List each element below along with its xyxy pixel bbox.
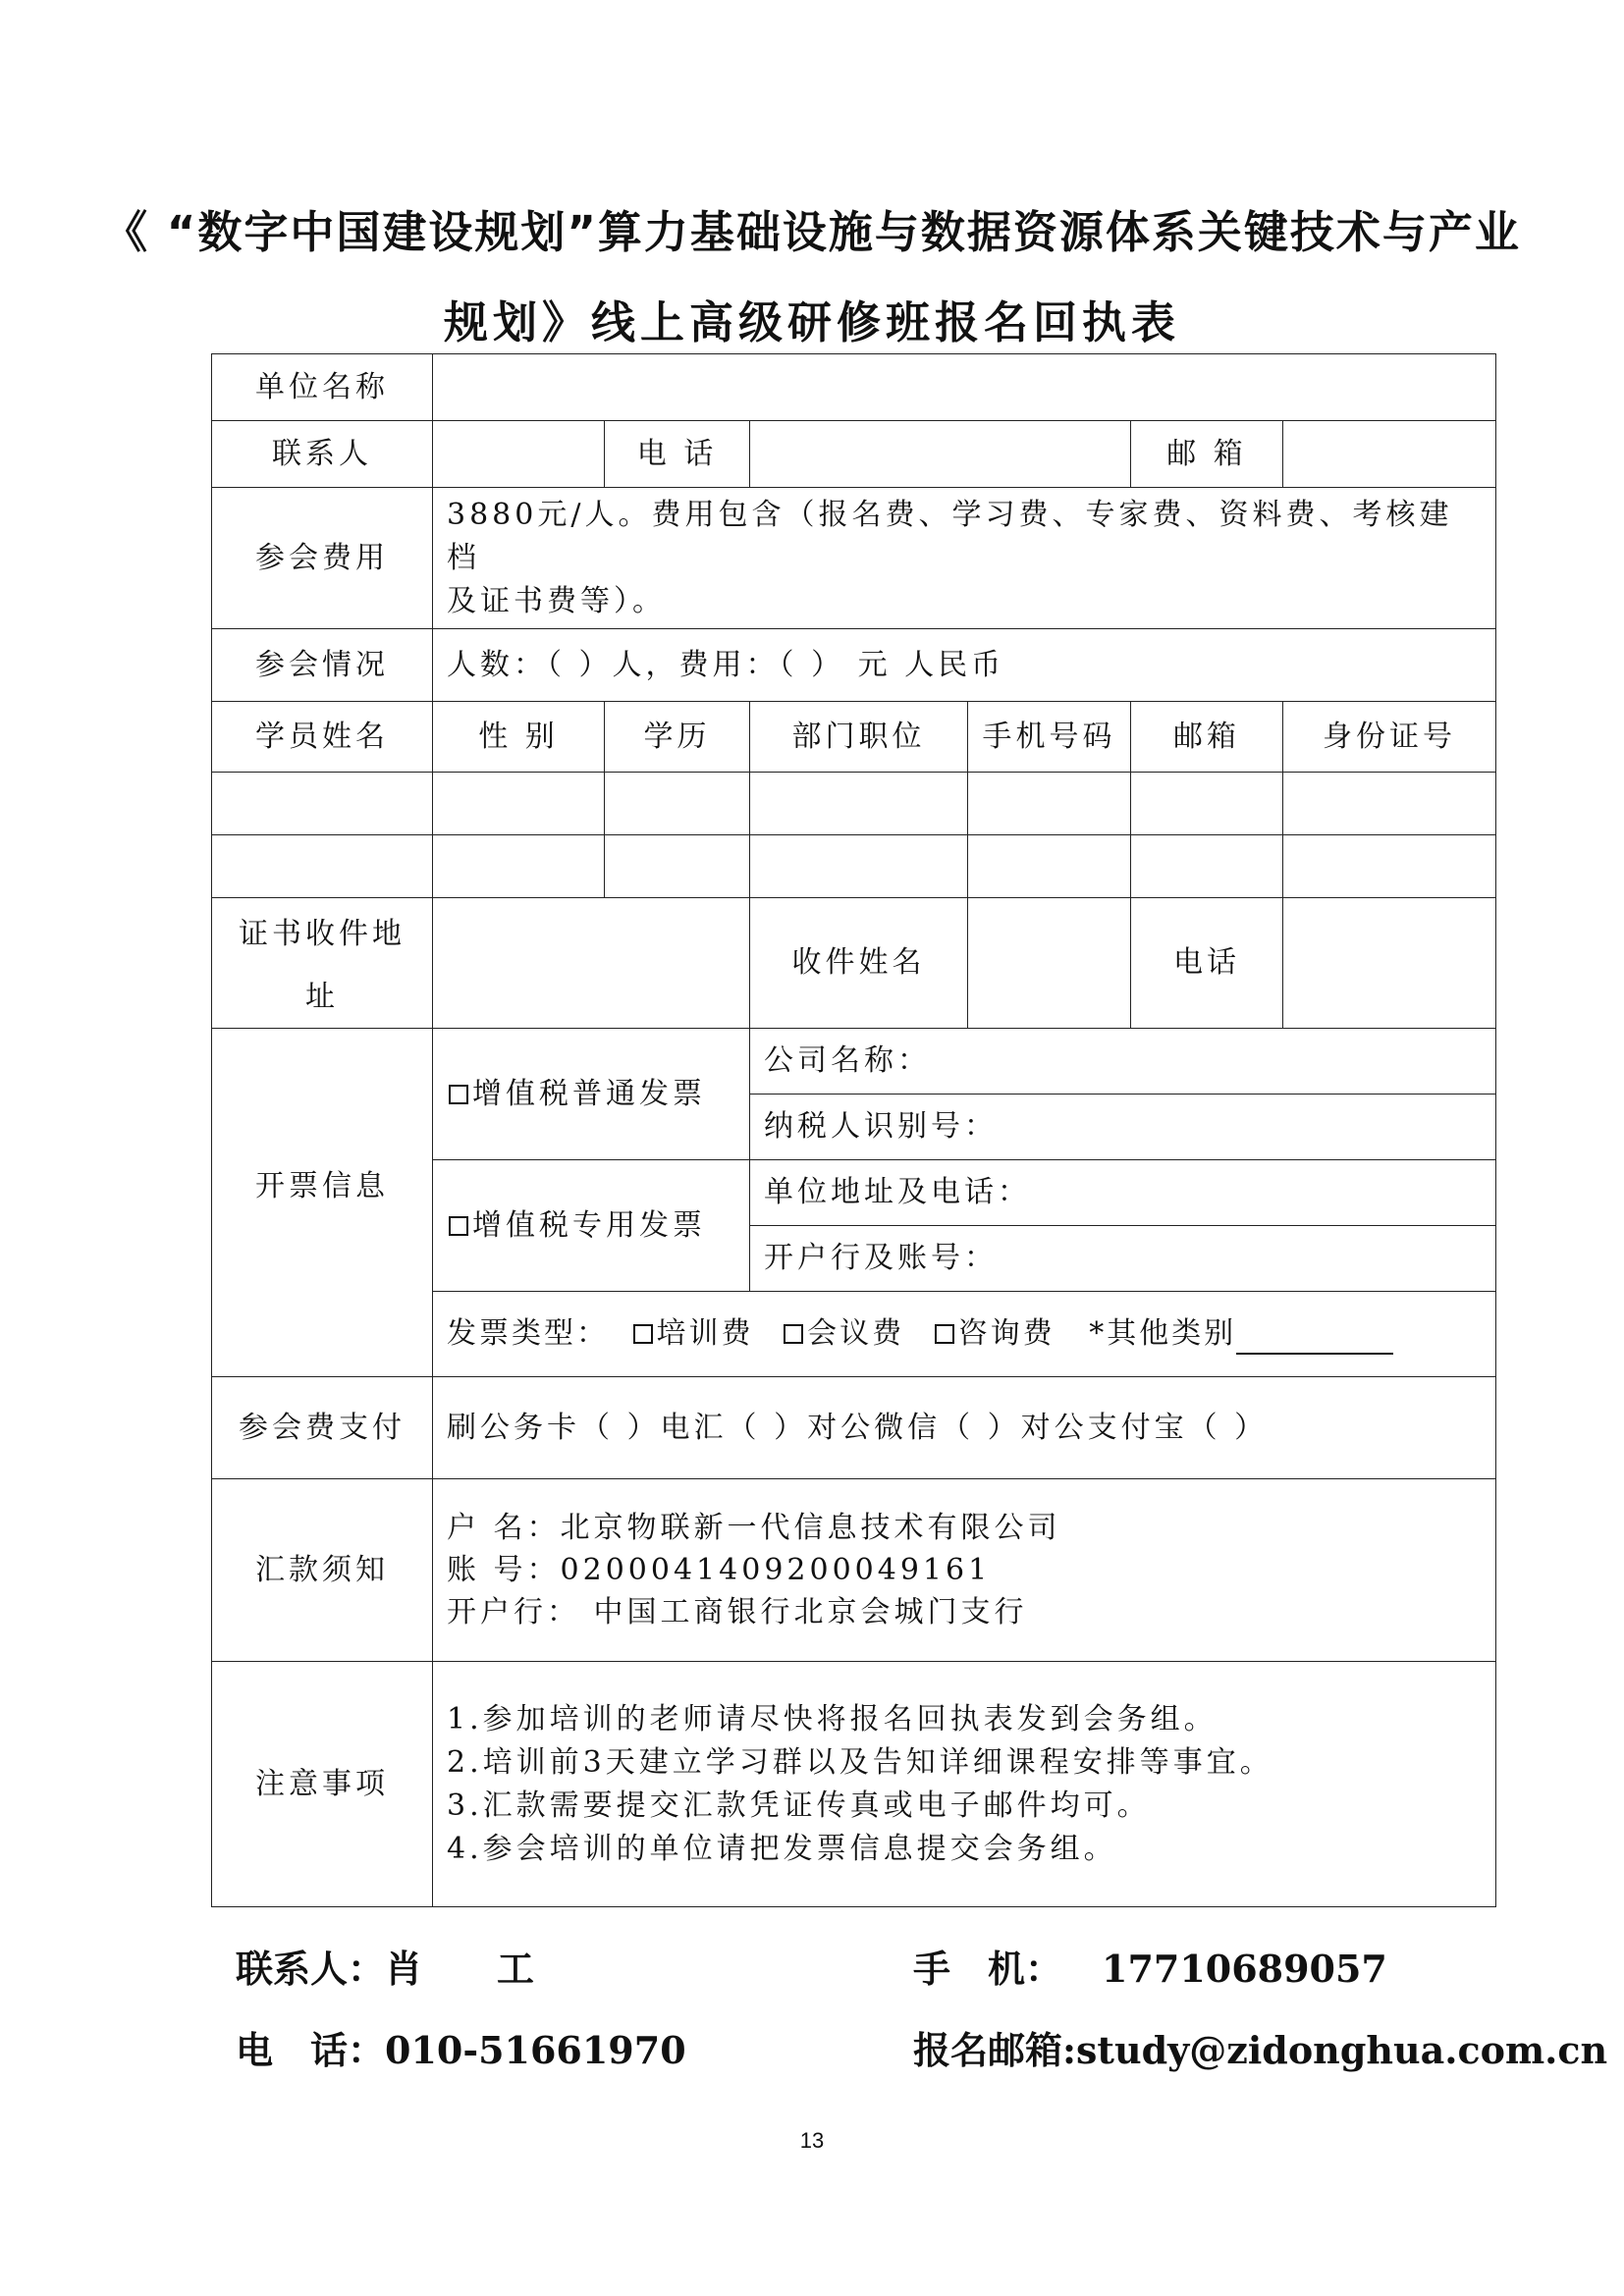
attendance-label: 参会情况: [212, 629, 433, 702]
recipient-phone-label: 电话: [1131, 898, 1283, 1029]
student-cell[interactable]: [433, 773, 605, 835]
checkbox-icon[interactable]: [935, 1324, 954, 1344]
student-cell[interactable]: [750, 835, 968, 898]
payment-label: 参会费支付: [212, 1377, 433, 1479]
student-header-id: 身份证号: [1283, 702, 1496, 773]
other-type-blank[interactable]: [1236, 1323, 1393, 1355]
invoice-label: 开票信息: [212, 1029, 433, 1377]
student-header-email: 邮箱: [1131, 702, 1283, 773]
company-name-label[interactable]: 公司名称：: [750, 1029, 1496, 1095]
invoice-type-prefix: 发票类型：: [447, 1316, 609, 1351]
student-header-mobile: 手机号码: [968, 702, 1131, 773]
phone-field[interactable]: [750, 421, 1131, 488]
unit-name-field[interactable]: [433, 354, 1496, 421]
form-title-line-1: 《 “数字中国建设规划”算力基础设施与数据资源体系关键技术与产业: [103, 206, 1521, 258]
note-item: 1.参加培训的老师请尽快将报名回执表发到会务组。: [447, 1701, 1218, 1736]
invoice-normal-option[interactable]: [433, 1029, 750, 1160]
student-header-name: 学员姓名: [212, 702, 433, 773]
invoice-normal-label: 增值税普通发票: [472, 1076, 706, 1111]
student-cell[interactable]: [605, 835, 750, 898]
note-item: 3.汇款需要提交汇款凭证传真或电子邮件均可。: [447, 1788, 1151, 1823]
invoice-type-consulting: 咨询费: [957, 1316, 1056, 1351]
invoice-special-option[interactable]: [433, 1160, 750, 1292]
cert-address-field[interactable]: [433, 898, 750, 1029]
invoice-type-meeting: 会议费: [807, 1316, 905, 1351]
row-attendance: [212, 629, 1496, 702]
checkbox-icon[interactable]: [449, 1216, 468, 1236]
notes-label: 注意事项: [212, 1662, 433, 1907]
cert-address-label-2: 址: [305, 980, 339, 1014]
student-cell[interactable]: [1131, 835, 1283, 898]
row-fee: [212, 488, 1496, 629]
notes-list: [433, 1662, 1496, 1907]
footer-contact: [236, 1939, 534, 1993]
attendance-text[interactable]: 人数：（ ）人，费用：（ ） 元 人民币: [433, 629, 1496, 702]
taxpayer-id-label[interactable]: 纳税人识别号：: [750, 1095, 1496, 1160]
footer-phone-number: 010-51661970: [385, 2028, 686, 2072]
email-label: 邮 箱: [1131, 421, 1283, 488]
email-field[interactable]: [1283, 421, 1496, 488]
invoice-type-options: [433, 1292, 1496, 1377]
footer-email-address[interactable]: study@zidonghua.com.cn: [1076, 2028, 1608, 2072]
checkbox-icon[interactable]: [449, 1085, 468, 1104]
student-cell[interactable]: [968, 835, 1131, 898]
form-title-line-2: 规划》线上高级研修班报名回执表: [443, 296, 1180, 348]
page-number: 13: [799, 2128, 825, 2153]
row-unit-name: [212, 354, 1496, 421]
footer-phone-label: 电 话：: [236, 2028, 386, 2072]
fee-text-line-1: 3880元/人。费用包含（报名费、学习费、专家费、资料费、考核建档: [447, 497, 1453, 575]
student-cell[interactable]: [750, 773, 968, 835]
cert-address-label-1: 证书收件地: [239, 917, 406, 951]
bank-account-label[interactable]: 开户行及账号：: [750, 1226, 1496, 1292]
remit-label: 汇款须知: [212, 1479, 433, 1662]
footer-mobile: [913, 1939, 1387, 1993]
student-cell[interactable]: [1131, 773, 1283, 835]
cert-address-label: [212, 898, 433, 1029]
phone-label: 电 话: [605, 421, 750, 488]
fee-description: [433, 488, 1496, 629]
contact-field[interactable]: [433, 421, 605, 488]
contact-label: 联系人: [212, 421, 433, 488]
invoice-type-training: 培训费: [656, 1316, 754, 1351]
row-cert-address: [212, 898, 1496, 1029]
student-row: [212, 773, 1496, 835]
student-header-education: 学历: [605, 702, 750, 773]
footer-contact-label: 联系人：: [236, 1947, 386, 1991]
note-item: 2.培训前3天建立学习群以及告知详细课程安排等事宜。: [447, 1744, 1273, 1780]
footer-phone: [236, 2020, 686, 2074]
remit-bank: 开户行： 中国工商银行北京会城门支行: [447, 1595, 1028, 1629]
footer-mobile-label: 手 机：: [913, 1947, 1063, 1991]
student-cell[interactable]: [605, 773, 750, 835]
student-header-department: 部门职位: [750, 702, 968, 773]
recipient-name-label: 收件姓名: [750, 898, 968, 1029]
footer-contact-name: 肖 工: [385, 1947, 535, 1991]
remit-account: 账 号：0200041409200049161: [447, 1553, 992, 1587]
student-cell[interactable]: [1283, 773, 1496, 835]
checkbox-icon[interactable]: [633, 1324, 653, 1344]
footer-email-label: 报名邮箱:: [913, 2028, 1077, 2072]
recipient-phone-field[interactable]: [1283, 898, 1496, 1029]
remit-info: [433, 1479, 1496, 1662]
checkbox-icon[interactable]: [784, 1324, 803, 1344]
fee-text-line-2: 及证书费等）。: [447, 583, 666, 618]
student-header-gender: 性 别: [433, 702, 605, 773]
unit-name-label: 单位名称: [212, 354, 433, 421]
row-invoice-company: [212, 1029, 1496, 1095]
student-cell[interactable]: [1283, 835, 1496, 898]
student-cell[interactable]: [968, 773, 1131, 835]
row-payment: [212, 1377, 1496, 1479]
recipient-name-field[interactable]: [968, 898, 1131, 1029]
student-cell[interactable]: [212, 835, 433, 898]
footer-email: [913, 2020, 1607, 2074]
student-cell[interactable]: [433, 835, 605, 898]
note-item: 4.参会培训的单位请把发票信息提交会务组。: [447, 1831, 1117, 1866]
student-cell[interactable]: [212, 773, 433, 835]
row-notes: [212, 1662, 1496, 1907]
row-contact: [212, 421, 1496, 488]
remit-name: 户 名：北京物联新一代信息技术有限公司: [447, 1511, 1061, 1545]
fee-label: 参会费用: [212, 488, 433, 629]
student-row: [212, 835, 1496, 898]
row-remittance: [212, 1479, 1496, 1662]
invoice-special-label: 增值税专用发票: [472, 1207, 706, 1243]
registration-form-table: [211, 353, 1496, 1907]
address-phone-label[interactable]: 单位地址及电话：: [750, 1160, 1496, 1226]
invoice-type-other: *其他类别: [1089, 1316, 1237, 1351]
footer-mobile-number: 17710689057: [1102, 1947, 1387, 1991]
payment-options[interactable]: 刷公务卡（ ）电汇（ ）对公微信（ ）对公支付宝（ ）: [433, 1377, 1496, 1479]
row-student-headers: [212, 702, 1496, 773]
